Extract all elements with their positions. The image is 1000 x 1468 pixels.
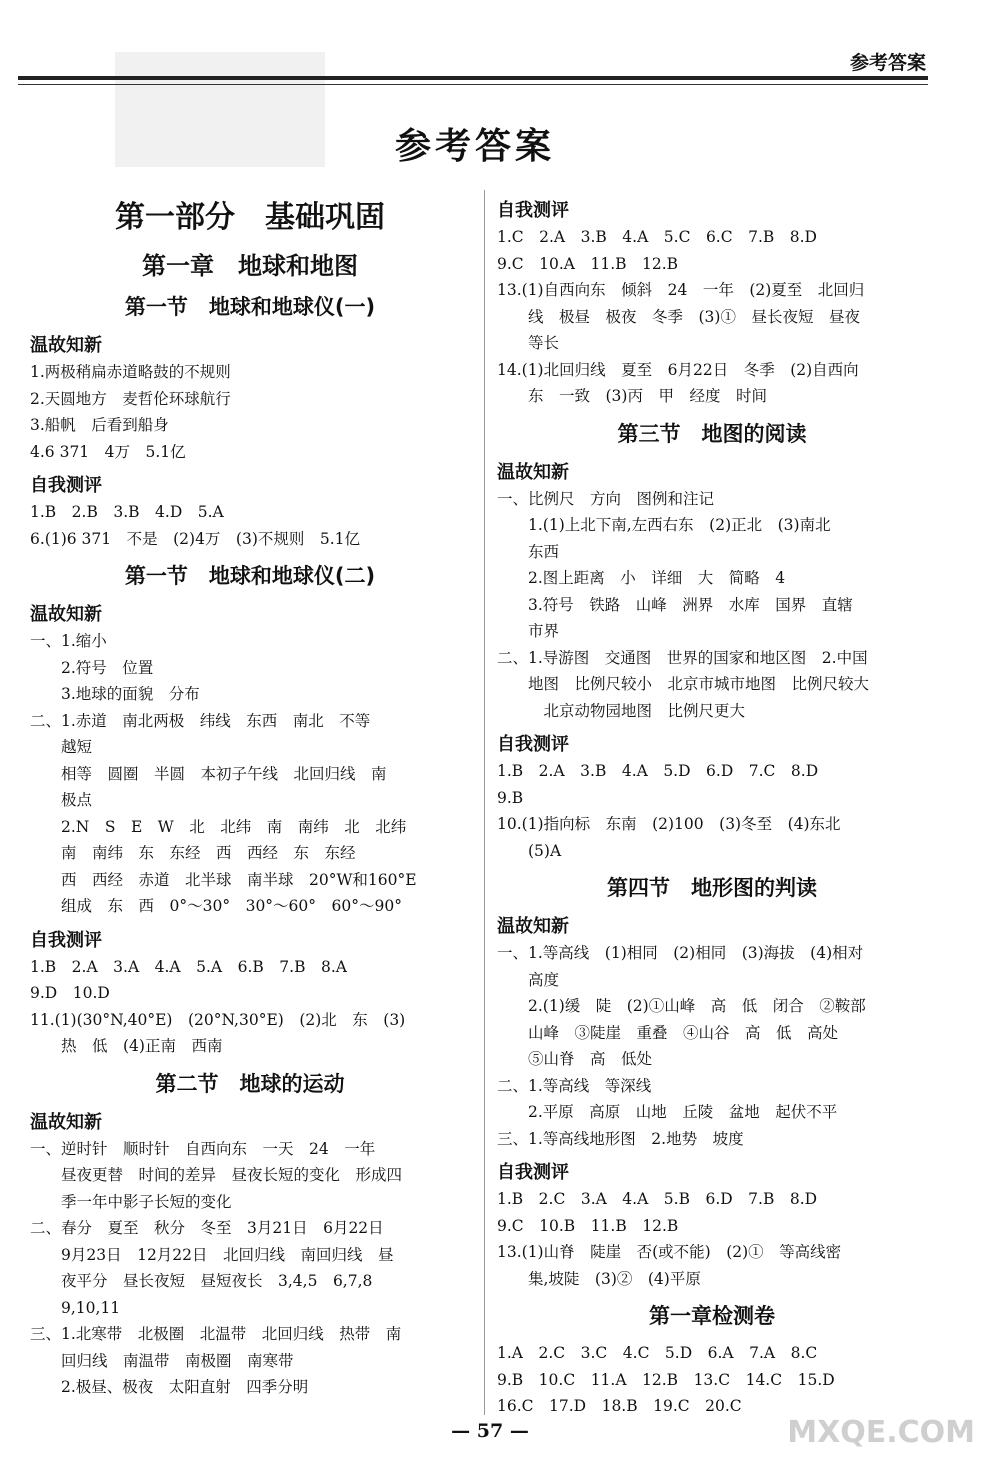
answer-line: 16.C 17.D 18.B 19.C 20.C xyxy=(497,1397,742,1415)
answer-line: 等长 xyxy=(497,334,560,352)
column-divider xyxy=(484,190,485,1415)
answer-line: 2.N S E W 北 北纬 南 南纬 北 北纬 xyxy=(30,817,407,836)
answer-line: 9.C 10.B 11.B 12.B xyxy=(497,1216,679,1235)
section-title: 第一节 地球和地球仪(一) xyxy=(124,295,376,319)
left-column xyxy=(30,190,470,1401)
answer-line: 昼夜更替 时间的差异 昼夜长短的变化 形成四 xyxy=(30,1166,403,1184)
subsection-heading: 温故知新 xyxy=(30,335,102,356)
answer-line: 2.天圆地方 麦哲伦环球航行 xyxy=(30,389,231,408)
answer-line: 北京动物园地图 比例尺更大 xyxy=(497,701,746,720)
subsection-heading: 温故知新 xyxy=(30,1111,102,1133)
part-title: 第一部分 基础巩固 xyxy=(115,200,385,235)
right-column xyxy=(497,190,927,1420)
answer-line: 一、1.等高线 (1)相同 (2)相同 (3)海拔 (4)相对 xyxy=(497,944,864,962)
answer-line: 13.(1)自西向东 倾斜 24 一年 (2)夏至 北回归 xyxy=(497,281,865,299)
answer-line: 9.C 10.A 11.B 12.B xyxy=(497,254,679,273)
answer-line: 1.B 2.A 3.B 4.A 5.D 6.D 7.C 8.D xyxy=(497,762,819,780)
answer-line: 热 低 (4)正南 西南 xyxy=(30,1037,223,1055)
answer-line: 一、1.缩小 xyxy=(30,632,107,650)
page-title: 参考答案 xyxy=(394,126,555,167)
answer-line: 1.B 2.A 3.A 4.A 5.A 6.B 7.B 8.A xyxy=(30,957,347,976)
watermark: MXQE.COM xyxy=(787,1415,975,1450)
answer-line: 极点 xyxy=(30,791,93,809)
answer-line: 13.(1)山脊 陡崖 否(或不能) (2)① 等高线密 xyxy=(497,1243,842,1261)
answer-line: 一、比例尺 方向 图例和注记 xyxy=(497,489,715,508)
answer-line: 高度 xyxy=(497,970,560,989)
subsection-heading: 自我测评 xyxy=(30,475,102,496)
answer-line: 11.(1)(30°N,40°E) (20°N,30°E) (2)北 东 (3) xyxy=(30,1010,406,1029)
answer-line: 2.平原 高原 山地 丘陵 盆地 起伏不平 xyxy=(497,1103,838,1121)
answer-line: 相等 圆圈 半圆 本初子午线 北回归线 南 xyxy=(30,764,387,783)
header-rule-thin xyxy=(18,84,928,85)
answer-line: 市界 xyxy=(497,622,560,640)
answer-line: 线 极昼 极夜 冬季 (3)① 昼长夜短 昼夜 xyxy=(497,307,860,326)
section-title: 第三节 地图的阅读 xyxy=(617,421,807,446)
subsection-heading: 自我测评 xyxy=(497,734,569,755)
subsection-heading: 自我测评 xyxy=(497,200,569,221)
answer-line: 西 西经 赤道 北半球 南半球 20°W和160°E xyxy=(30,870,417,889)
section-title: 第二节 地球的运动 xyxy=(155,1071,345,1096)
answer-line: 10.(1)指向标 东南 (2)100 (3)冬至 (4)东北 xyxy=(497,815,841,833)
subsection-heading: 温故知新 xyxy=(497,916,569,937)
subsection-heading: 自我测评 xyxy=(30,929,102,951)
answer-line: (5)A xyxy=(497,841,562,860)
section-title: 第四节 地形图的判读 xyxy=(607,876,817,900)
answer-line: 季一年中影子长短的变化 xyxy=(30,1192,232,1211)
answer-line: 3.符号 铁路 山峰 洲界 水库 国界 直辖 xyxy=(497,595,853,614)
answer-line: 三、1.等高线地形图 2.地势 坡度 xyxy=(497,1129,744,1148)
answer-line: 1.A 2.C 3.C 4.C 5.D 6.A 7.A 8.C xyxy=(497,1344,818,1362)
answer-line: 南 南纬 东 东经 西 西经 东 东经 xyxy=(30,844,356,862)
answer-line: 一、逆时针 顺时针 自西向东 一天 24 一年 xyxy=(30,1139,376,1158)
section-title: 第一章检测卷 xyxy=(649,1304,775,1328)
answer-line: ⑤山脊 高 低处 xyxy=(497,1050,653,1068)
answer-line: 组成 东 西 0°～30° 30°～60° 60°～90° xyxy=(30,897,402,915)
answer-line: 3.地球的面貌 分布 xyxy=(30,685,200,703)
answer-line: 夜平分 昼长夜短 昼短夜长 3,4,5 6,7,8 xyxy=(30,1272,373,1290)
answer-line: 1.B 2.C 3.A 4.A 5.B 6.D 7.B 8.D xyxy=(497,1190,818,1208)
header-rule xyxy=(18,76,928,80)
answer-line: 东 一致 (3)丙 甲 经度 时间 xyxy=(497,387,767,405)
answer-line: 三、1.北寒带 北极圈 北温带 北回归线 热带 南 xyxy=(30,1325,402,1343)
answer-line: 1.C 2.A 3.B 4.A 5.C 6.C 7.B 8.D xyxy=(497,228,817,246)
answer-line: 2.图上距离 小 详细 大 简略 4 xyxy=(497,569,786,587)
answer-line: 二、1.导游图 交通图 世界的国家和地区图 2.中国 xyxy=(497,648,868,667)
answer-line: 4.6 371 4万 5.1亿 xyxy=(30,442,186,461)
subsection-heading: 温故知新 xyxy=(497,461,569,483)
page-number: — 57 — xyxy=(451,1420,529,1442)
subsection-heading: 温故知新 xyxy=(30,604,102,625)
answer-line: 东西 xyxy=(497,542,560,561)
answer-line: 集,坡陡 (3)② (4)平原 xyxy=(497,1269,701,1288)
answer-line: 1.B 2.B 3.B 4.D 5.A xyxy=(30,503,224,521)
answer-line: 回归线 南温带 南极圈 南寒带 xyxy=(30,1351,294,1370)
answer-line: 地图 比例尺较小 北京市城市地图 比例尺较大 xyxy=(497,675,870,693)
answer-line: 14.(1)北回归线 夏至 6月22日 冬季 (2)自西向 xyxy=(497,360,859,379)
answer-line: 9.B 10.C 11.A 12.B 13.C 14.C 15.D xyxy=(497,1370,835,1389)
section-title: 第一节 地球和地球仪(二) xyxy=(124,564,376,588)
header-label: 参考答案 xyxy=(849,52,926,74)
answer-line: 二、1.赤道 南北两极 纬线 东西 南北 不等 xyxy=(30,711,371,730)
answer-line: 2.符号 位置 xyxy=(30,658,154,677)
subsection-heading: 自我测评 xyxy=(497,1162,569,1183)
answer-line: 9.D 10.D xyxy=(30,984,110,1002)
answer-line: 1.(1)上北下南,左西右东 (2)正北 (3)南北 xyxy=(497,516,831,534)
answer-line: 山峰 ③陡崖 重叠 ④山谷 高 低 高处 xyxy=(497,1023,839,1042)
answer-line: 二、春分 夏至 秋分 冬至 3月21日 6月22日 xyxy=(30,1219,384,1237)
answer-line: 3.船帆 后看到船身 xyxy=(30,416,169,434)
answer-line: 9月23日 12月22日 北回归线 南回归线 昼 xyxy=(30,1245,394,1264)
answer-line: 9,10,11 xyxy=(30,1298,121,1317)
answer-line: 6.(1)6 371 不是 (2)4万 (3)不规则 5.1亿 xyxy=(30,529,361,548)
answer-line: 2.极昼、极夜 太阳直射 四季分明 xyxy=(30,1378,309,1396)
answer-line: 越短 xyxy=(30,738,93,756)
answer-line: 二、1.等高线 等深线 xyxy=(497,1076,652,1095)
answer-line: 2.(1)缓 陡 (2)①山峰 高 低 闭合 ②鞍部 xyxy=(497,997,866,1015)
answer-line: 9.B xyxy=(497,788,524,807)
chapter-title: 第一章 地球和地图 xyxy=(142,252,358,280)
answer-line: 1.两极稍扁赤道略鼓的不规则 xyxy=(30,363,231,381)
